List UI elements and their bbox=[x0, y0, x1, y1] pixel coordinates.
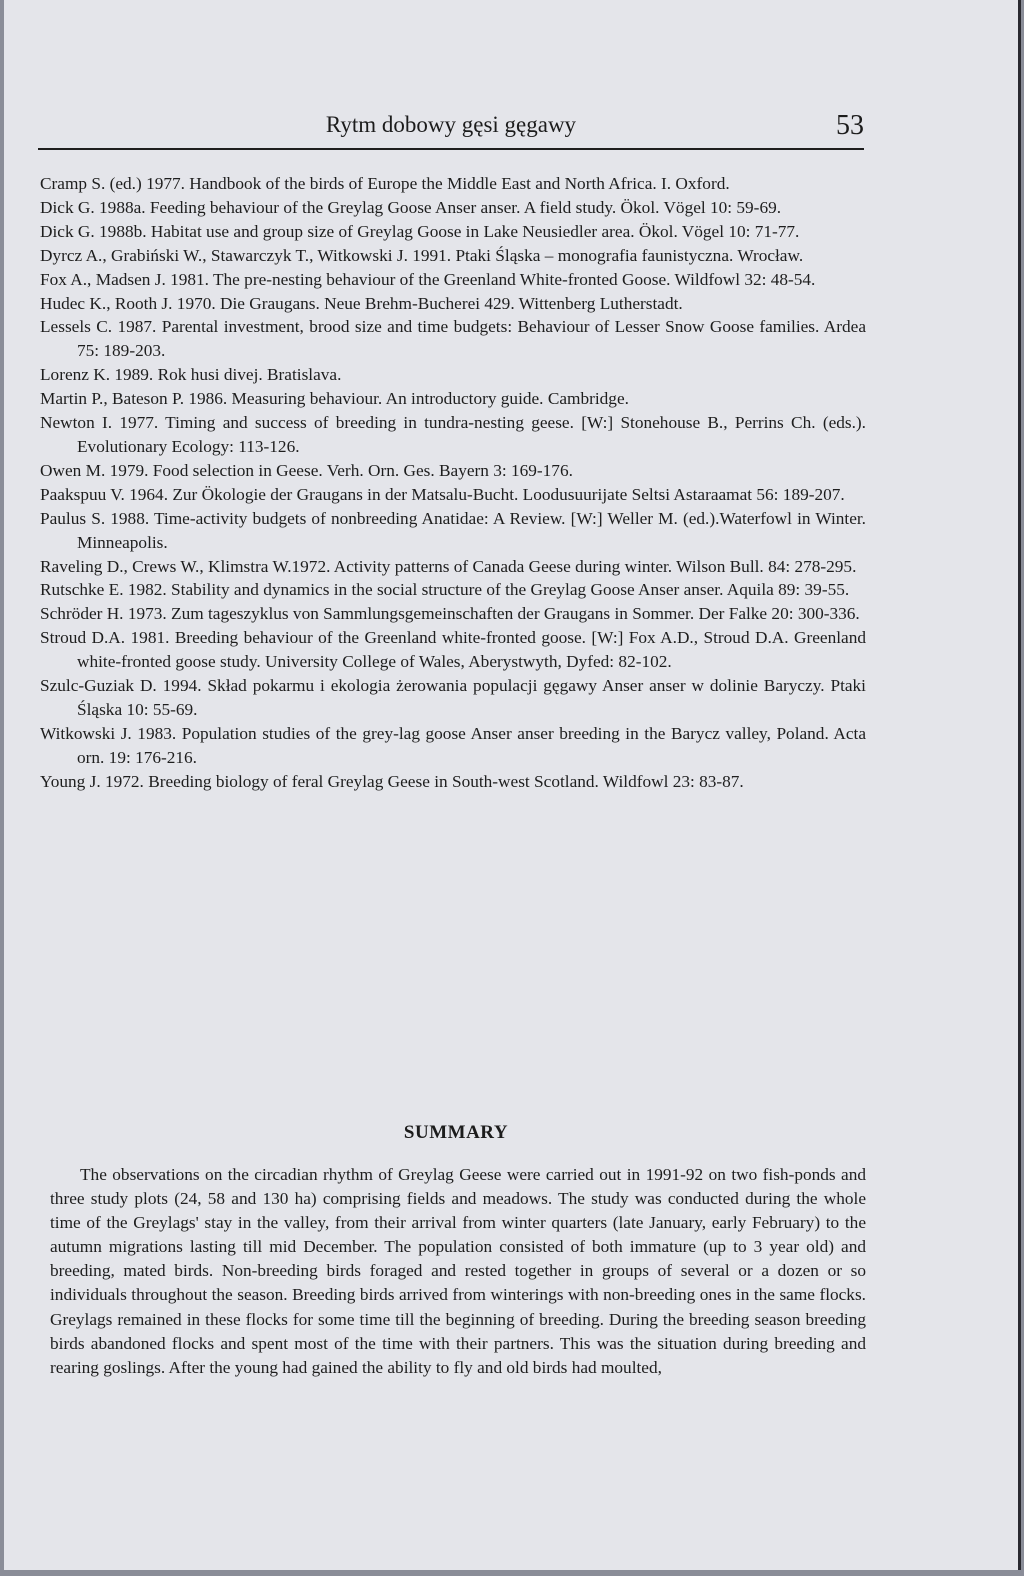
reference-item: Cramp S. (ed.) 1977. Handbook of the birds of Europe the Middle East and North Africa. I. Oxford. bbox=[40, 174, 730, 193]
reference-item: Newton I. 1977. Timing and success of breeding in tundra-nesting geese. [W:] Stonehouse B., Perrins Ch. (eds.). Evolutionary Ecology: 113-126. bbox=[40, 413, 866, 456]
reference-item: Fox A., Madsen J. 1981. The pre-nesting behaviour of the Greenland White-fronted Goose. Wildfowl 32: 48-54. bbox=[40, 269, 816, 289]
reference-item: Schröder H. 1973. Zum tageszyklus von Sammlungsgemeinschaften der Graugans in Sommer. Der Falke 20: 300-336. bbox=[40, 604, 860, 624]
reference-item: Paulus S. 1988. Time-activity budgets of nonbreeding Anatidae: A Review. [W:] Weller M. (ed.).Waterfowl in Winter. Minneapolis. bbox=[40, 508, 866, 552]
page-header bbox=[38, 108, 864, 150]
reference-item: Witkowski J. 1983. Population studies of the grey-lag goose Anser anser breeding in the Barycz valley, Poland. Acta orn. 19: 176-216. bbox=[40, 723, 866, 767]
summary-paragraph: The observations on the circadian rhythm of Greylag Geese were carried out in 1991-92 on two fish-ponds and three study plots (24, 58 and 130 ha) comprising fields and meadows. The study was conducted during the whole time of the Greylags' stay in the valley, from their arrival from winter quarters (late January, early February) to the autumn migrations lasting till mid December. The population consisted of both immature (up to 3 year old) and breeding, mated birds. Non-breeding birds foraged and rested together in groups of several or a dozen or so individuals throughout the season. Breeding birds arrived from winterings with non-breeding ones in the same flocks. Greylags remained in these flocks for some time till the beginning of breeding. During the breeding season breeding birds abandoned flocks and spent most of the time with their partners. This was the situation during breeding and rearing goslings. After the young had gained the ability to fly and old birds had moulted, bbox=[50, 1165, 866, 1377]
summary-heading: SUMMARY bbox=[403, 1122, 509, 1143]
reference-item: Dyrcz A., Grabiński W., Stawarczyk T., Witkowski J. 1991. Ptaki Śląska – monografia faunistyczna. Wrocław. bbox=[40, 245, 804, 265]
reference-item: Dick G. 1988b. Habitat use and group size of Greylag Goose in Lake Neusiedler area. Ökol. Vögel 10: 71-77. bbox=[40, 221, 800, 241]
page-number: 53 bbox=[836, 110, 864, 141]
reference-item: Lorenz K. 1989. Rok husi divej. Bratislava. bbox=[40, 365, 342, 385]
document-page bbox=[4, 0, 1021, 1570]
reference-item: Young J. 1972. Breeding biology of feral Greylag Geese in South-west Scotland. Wildfowl 23: 83-87. bbox=[40, 771, 744, 791]
reference-item: Martin P., Bateson P. 1986. Measuring behaviour. An introductory guide. Cambridge. bbox=[40, 389, 629, 409]
reference-list bbox=[40, 172, 866, 794]
reference-item: Owen M. 1979. Food selection in Geese. Verh. Orn. Ges. Bayern 3: 169-176. bbox=[40, 460, 573, 480]
reference-item: Paakspuu V. 1964. Zur Ökologie der Graugans in der Matsalu-Bucht. Loodusuurijate Seltsi Astaraamat 56: 189-207. bbox=[40, 484, 845, 504]
reference-item: Stroud D.A. 1981. Breeding behaviour of the Greenland white-fronted goose. [W:] Fox A.D., Stroud D.A. Greenland white-fronted goose study. University College of Wales, Aberystwyth, Dyfed: 82-102. bbox=[40, 628, 866, 672]
reference-item: Hudec K., Rooth J. 1970. Die Graugans. Neue Brehm-Bucherei 429. Wittenberg Lutherstadt. bbox=[40, 293, 683, 313]
reference-item: Raveling D., Crews W., Klimstra W.1972. Activity patterns of Canada Geese during winter. Wilson Bull. 84: 278-295. bbox=[40, 556, 857, 576]
reference-item: Lessels C. 1987. Parental investment, brood size and time budgets: Behaviour of Lesser Snow Goose families. Ardea 75: 189-203. bbox=[40, 317, 866, 361]
reference-item: Rutschke E. 1982. Stability and dynamics in the social structure of the Greylag Goose Anser anser. Aquila 89: 39-55. bbox=[40, 580, 850, 600]
reference-item: Dick G. 1988a. Feeding behaviour of the Greylag Goose Anser anser. A field study. Ökol. Vögel 10: 59-69. bbox=[40, 197, 782, 217]
reference-item: Szulc-Guziak D. 1994. Skład pokarmu i ekologia żerowania populacji gęgawy Anser anser w dolinie Baryczy. Ptaki Śląska 10: 55-69. bbox=[40, 676, 866, 719]
running-title: Rytm dobowy gęsi gęgawy bbox=[325, 112, 577, 137]
